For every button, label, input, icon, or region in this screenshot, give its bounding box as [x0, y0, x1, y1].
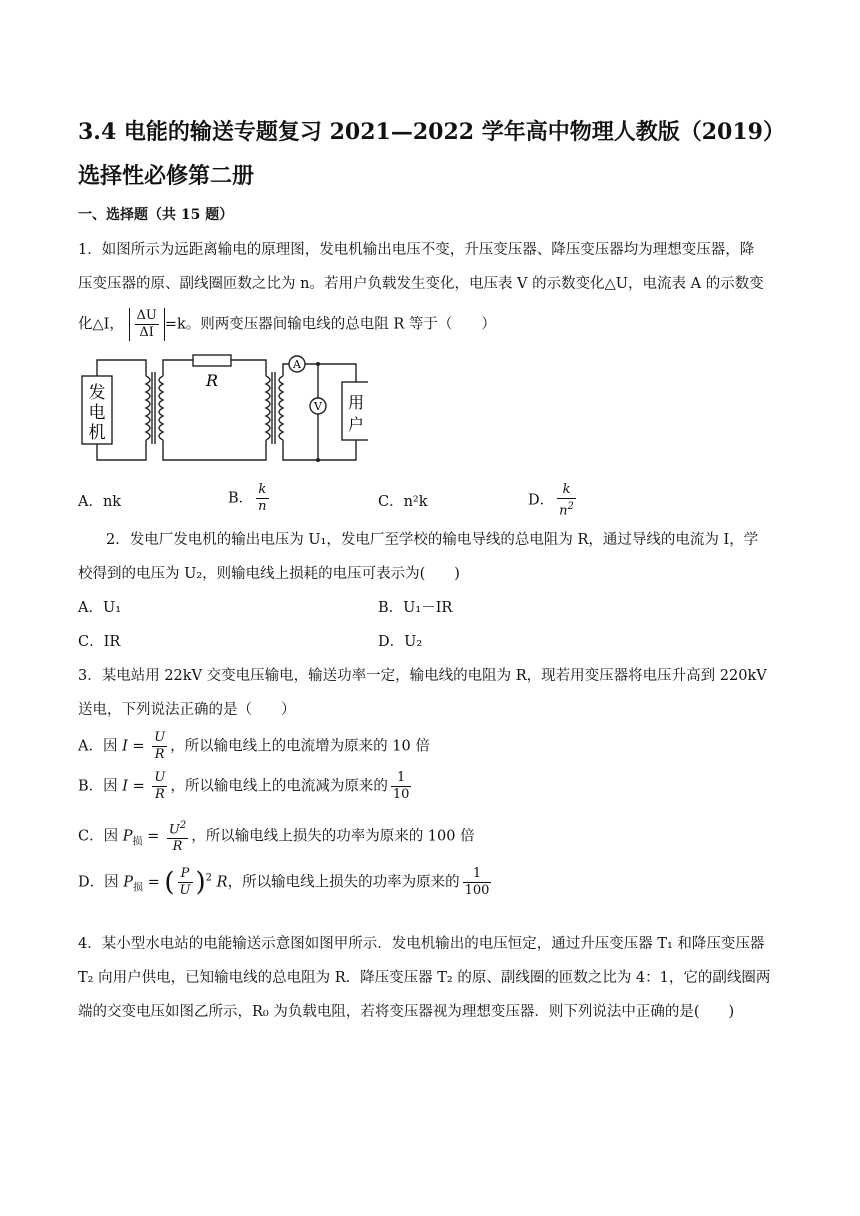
user-label-2: 户	[347, 415, 365, 434]
q3-line-2: 送电，下列说法正确的是（ ）	[78, 702, 296, 718]
generator-label-1: 发	[88, 383, 106, 403]
q2-option-c: C．IR	[78, 634, 121, 650]
user-label-1: 用	[347, 393, 365, 412]
resistor-label: R	[205, 371, 219, 390]
document-title: 3.4 电能的输送专题复习 2021—2022 学年高中物理人教版（2019）选择性必修第二册	[78, 119, 785, 189]
q1-line-1: 1．如图所示为远距离输电的原理图，发电机输出电压不变，升压变压器、降压变压器均为理想变压器，降	[78, 242, 755, 258]
q4-line-2: T₂ 向用户供电，已知输电线的总电阻为 R．降压变压器 T₂ 的原、副线圈的匝数之比为 4：1，它的副线圈两	[78, 970, 771, 986]
q3-option-a: A．因 I = $\frac{U}{R}$ ，所以输电线上的电流增为原来的 10 倍	[78, 730, 430, 762]
q4-line-3: 端的交变电压如图乙所示，R₀ 为负载电阻，若将变压器视为理想变压器．则下列说法中正确的是( )	[78, 1004, 735, 1020]
q2-option-a: A．U₁	[78, 600, 122, 616]
voltmeter-label: V	[314, 400, 322, 413]
q1-line-3	[78, 308, 496, 341]
q1-option-b: B． $\frac{k}{n}$	[228, 482, 267, 514]
q1-line-3a: 化△I，	[78, 316, 124, 333]
q2-line-2: 校得到的电压为 U₂，则输电线上损耗的电压可表示为( )	[78, 566, 460, 582]
q1-line-3b: =k。则两变压器间输电线的总电阻 R 等于（ ）	[164, 316, 496, 333]
generator-label-2: 电	[88, 403, 106, 423]
q2-line-1: 2．发电厂发电机的输出电压为 U₁，发电厂至学校的输电导线的总电阻为 R，通过导线的电流为 I，学	[106, 532, 759, 548]
q1-circuit-diagram	[78, 352, 368, 464]
q1-option-a: A．nk	[78, 494, 122, 510]
generator-label-3: 机	[88, 423, 106, 443]
q1-option-d: D． $\frac{k}{n^2}$	[528, 482, 574, 519]
q2-option-b: B．U₁－IR	[378, 600, 453, 616]
section-heading: 一、选择题（共 15 题）	[78, 207, 234, 223]
q2-option-d: D．U₂	[378, 634, 423, 650]
q3-option-d: D．因 $P_损$ = ( $\frac{P}{U}$ )$^2$ R，所以输电线上损失的功率为原来的 $\frac{1}{100}$	[78, 866, 490, 898]
q1-option-c: C．n²k	[378, 494, 428, 510]
q3-option-b: B．因 I = $\frac{U}{R}$ ，所以输电线上的电流减为原来的 $\frac{1}{10}$	[78, 770, 410, 802]
q3-option-c: C．因 $P_损$ = $\frac{U^2}{R}$ ，所以输电线上损失的功率为原来的 100 倍	[78, 820, 475, 855]
q4-line-1: 4．某小型水电站的电能输送示意图如图甲所示．发电机输出的电压恒定，通过升压变压器 T₁ 和降压变压器	[78, 936, 765, 952]
q1-ratio-formula: $\frac{\Delta U}{\Delta I}$	[129, 308, 165, 341]
q1-line-2: 压变压器的原、副线圈匝数之比为 n。若用户负载发生变化，电压表 V 的示数变化△U，电流表 A 的示数变	[78, 276, 764, 292]
ammeter-label: A	[293, 358, 301, 371]
q3-line-1: 3．某电站用 22kV 交变电压输电，输送功率一定，输电线的电阻为 R，现若用变压器将电压升高到 220kV	[78, 668, 767, 684]
